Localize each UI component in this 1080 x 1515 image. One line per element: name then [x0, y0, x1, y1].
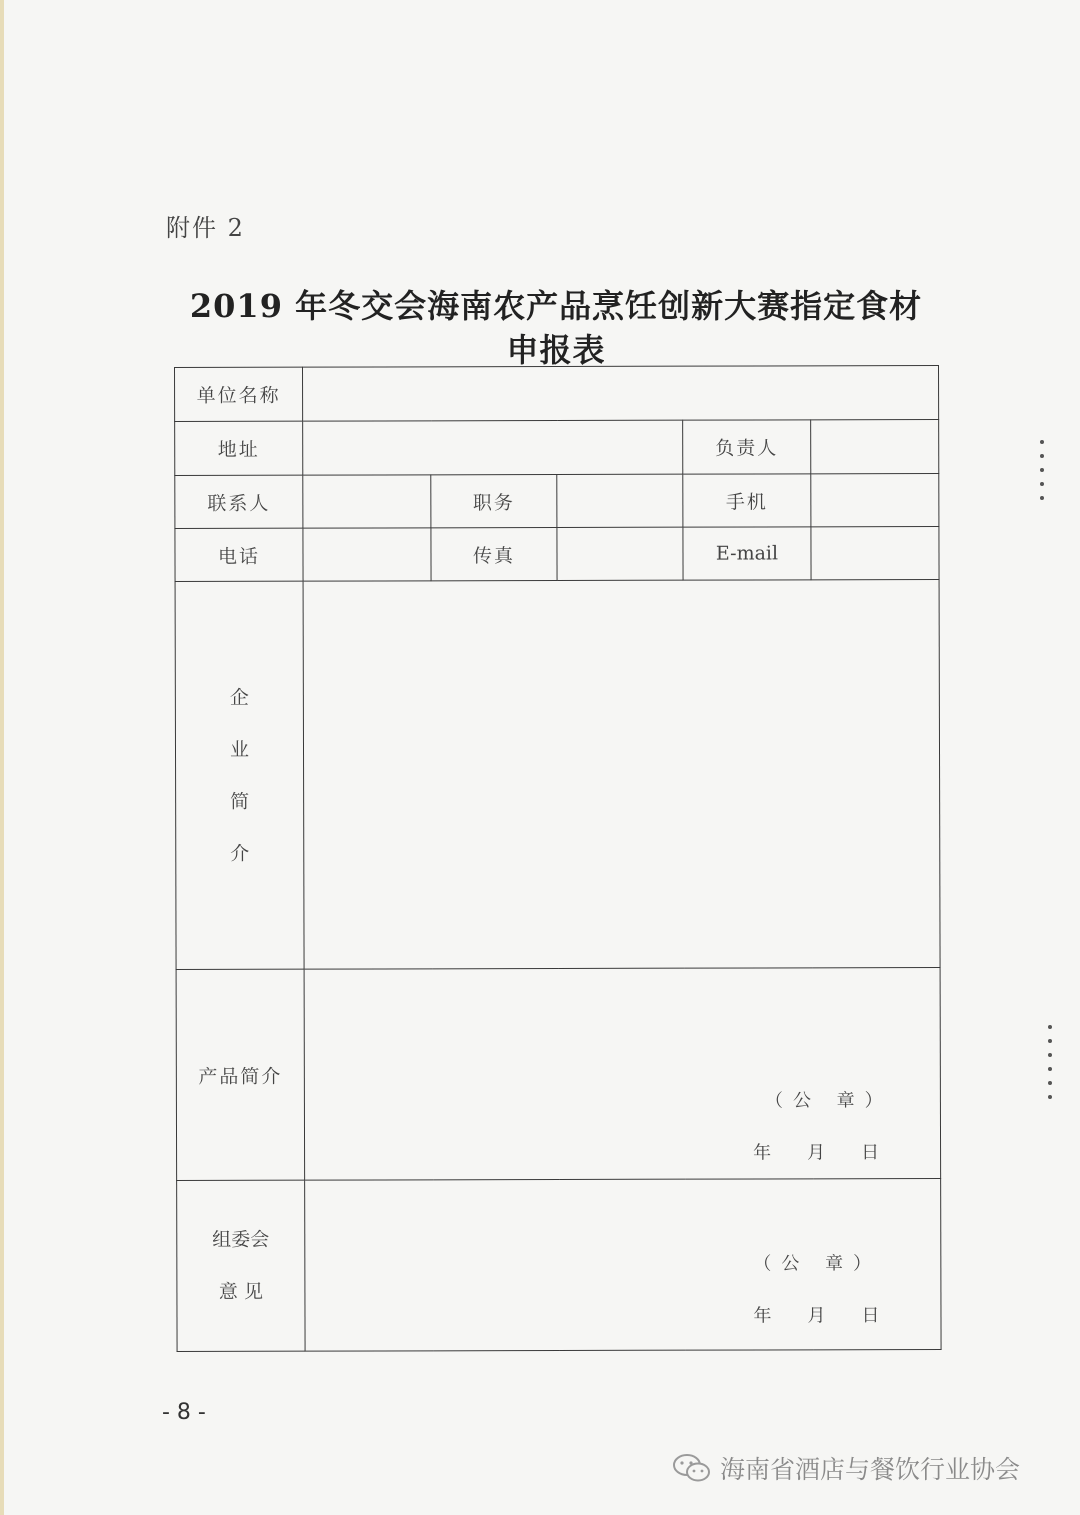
watermark	[672, 1450, 1020, 1486]
company-intro-field[interactable]	[303, 579, 940, 969]
month-label: 月	[807, 1305, 826, 1327]
row-product-intro	[176, 967, 941, 1180]
company-intro-char: 简	[230, 790, 250, 813]
contact-field[interactable]	[303, 475, 431, 528]
committee-date-line	[735, 1301, 897, 1327]
product-intro-field[interactable]	[304, 967, 941, 1180]
year-label: 年	[753, 1305, 772, 1327]
position-label: 职务	[431, 474, 557, 527]
phone-field[interactable]	[303, 528, 431, 581]
responsible-field[interactable]	[811, 419, 939, 473]
company-intro-char: 企	[229, 686, 249, 709]
fax-label: 传真	[431, 527, 557, 580]
committee-seal-text: （公 章）	[753, 1253, 882, 1275]
row-unit-name	[175, 365, 939, 421]
company-intro-label	[175, 581, 304, 969]
address-label: 地址	[175, 421, 303, 475]
mobile-field[interactable]	[811, 473, 939, 526]
committee-label-line2: 意 见	[218, 1280, 263, 1303]
title-line-1: 2019 年冬交会海南农产品烹饪创新大赛指定食材	[189, 287, 923, 325]
company-intro-char: 业	[229, 738, 250, 761]
year-label: 年	[753, 1142, 772, 1164]
product-date-line	[735, 1138, 897, 1164]
row-phone	[175, 526, 939, 581]
row-company-intro	[175, 579, 940, 969]
application-form-table	[174, 365, 942, 1352]
title-line-2: 申报表	[506, 331, 606, 369]
responsible-label: 负责人	[683, 420, 811, 474]
address-field[interactable]	[303, 420, 683, 475]
unit-name-label: 单位名称	[175, 367, 303, 421]
product-intro-label: 产品简介	[176, 969, 305, 1180]
row-address	[175, 419, 939, 475]
page-edge	[0, 0, 4, 1515]
punch-hole-marks-top	[1040, 430, 1048, 510]
row-committee-opinion	[177, 1178, 942, 1351]
email-field[interactable]	[811, 526, 939, 579]
day-label: 日	[861, 1305, 880, 1327]
product-seal-text: （公 章）	[764, 1090, 893, 1112]
committee-opinion-label	[177, 1180, 305, 1351]
page-title	[150, 284, 962, 372]
email-label: E-mail	[683, 527, 811, 580]
committee-label-line1: 组委会	[212, 1228, 270, 1251]
unit-name-field[interactable]	[303, 365, 939, 421]
contact-label: 联系人	[175, 475, 303, 528]
attachment-label: 附件 2	[166, 214, 245, 242]
company-intro-char: 介	[230, 842, 250, 865]
committee-opinion-field[interactable]	[305, 1178, 942, 1351]
row-contact	[175, 473, 939, 528]
position-field[interactable]	[557, 474, 683, 527]
day-label: 日	[861, 1142, 880, 1164]
month-label: 月	[807, 1142, 826, 1164]
wechat-icon	[672, 1452, 712, 1484]
phone-label: 电话	[175, 528, 303, 581]
punch-hole-marks-bottom	[1048, 1015, 1056, 1109]
fax-field[interactable]	[557, 527, 683, 580]
mobile-label: 手机	[683, 474, 811, 527]
watermark-text: 海南省酒店与餐饮行业协会	[720, 1455, 1021, 1484]
page-number: - 8 -	[162, 1400, 206, 1425]
